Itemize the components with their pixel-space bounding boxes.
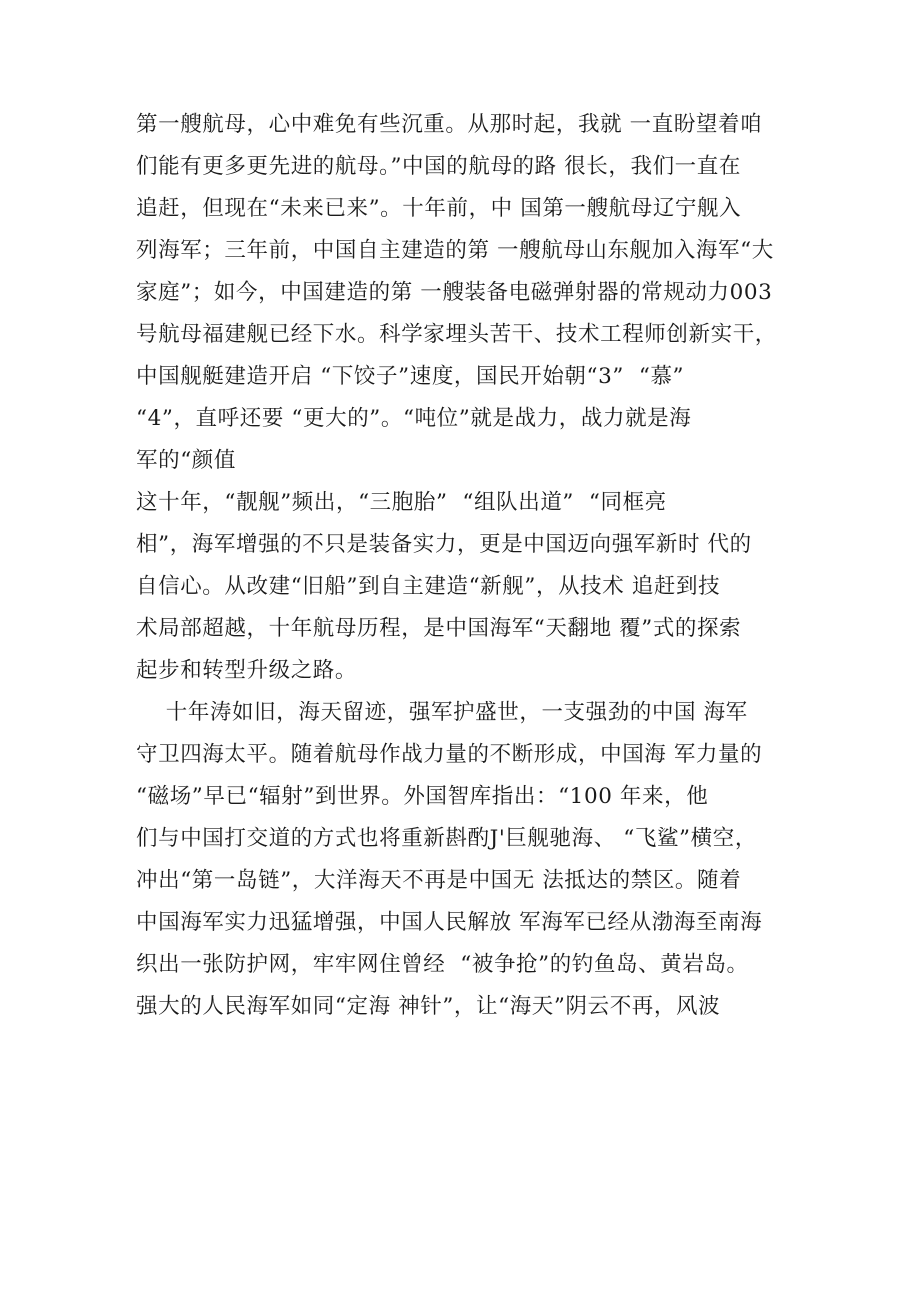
text-line: 们能有更多更先进的航母。”中国的航母的路 很长，我们一直在 (136, 154, 741, 179)
text-line: 织出一张防护网，牢牢网住曾经 “被争抢”的钓鱼岛、黄岩岛。 (136, 952, 749, 977)
text-line: 起步和转型升级之路。 (136, 658, 358, 683)
text-line: 军的“颜值 (136, 448, 236, 473)
text-line: 第一艘航母，心中难免有些沉重。从那时起，我就 一直盼望着咱 (136, 112, 763, 137)
text-line: 家庭”；如今，中国建造的第 一艘装备电磁弹射器的常规动力003 (136, 280, 773, 305)
text-line: 相”，海军增强的不只是装备实力，更是中国迈向强军新时 代的 (136, 532, 752, 557)
text-line: “4”，直呼还要 “更大的”。“吨位”就是战力，战力就是海 (136, 406, 692, 431)
text-line: 这十年，“靓舰”频出，“三胞胎” “组队出道” “同框亮 (136, 490, 667, 515)
text-line: 们与中国打交道的方式也将重新斟酌J'巨舰驰海、 “飞鲨”横空， (136, 826, 757, 851)
text-line: 术局部超越，十年航母历程，是中国海军“天翻地 覆”式的探索 (136, 616, 742, 641)
text-line: 守卫四海太平。随着航母作战力量的不断形成，中国海 军力量的 (136, 742, 763, 767)
text-line: 中国舰艇建造开启 “下饺子”速度，国民开始朝“3” “慕” (136, 364, 685, 389)
text-line: 自信心。从改建“旧船”到自主建造“新舰”，从技术 追赶到技 (136, 574, 721, 599)
body-text (136, 104, 808, 1028)
text-line: 号航母福建舰已经下水。科学家埋头苦干、技术工程师创新实干， (136, 322, 777, 347)
text-line: 强大的人民海军如同“定海 神针”，让“海天”阴云不再，风波 (136, 994, 721, 1019)
text-line: 追赶，但现在“未来已来”。十年前，中 国第一艘航母辽宁舰入 (136, 196, 742, 221)
text-line: “磁场”早已“辐射”到世界。外国智库指出：“100 年来，他 (136, 784, 709, 809)
text-line: 列海军；三年前，中国自主建造的第 一艘航母山东舰加入海军“大 (136, 238, 774, 263)
text-line: 中国海军实力迅猛增强，中国人民解放 军海军已经从渤海至南海 (136, 910, 763, 935)
text-line: 冲出“第一岛链”，大洋海天不再是中国无 法抵达的禁区。随着 (136, 868, 742, 893)
text-line: 十年涛如旧，海天留迹，强军护盛世，一支强劲的中国 海军 (136, 700, 748, 725)
